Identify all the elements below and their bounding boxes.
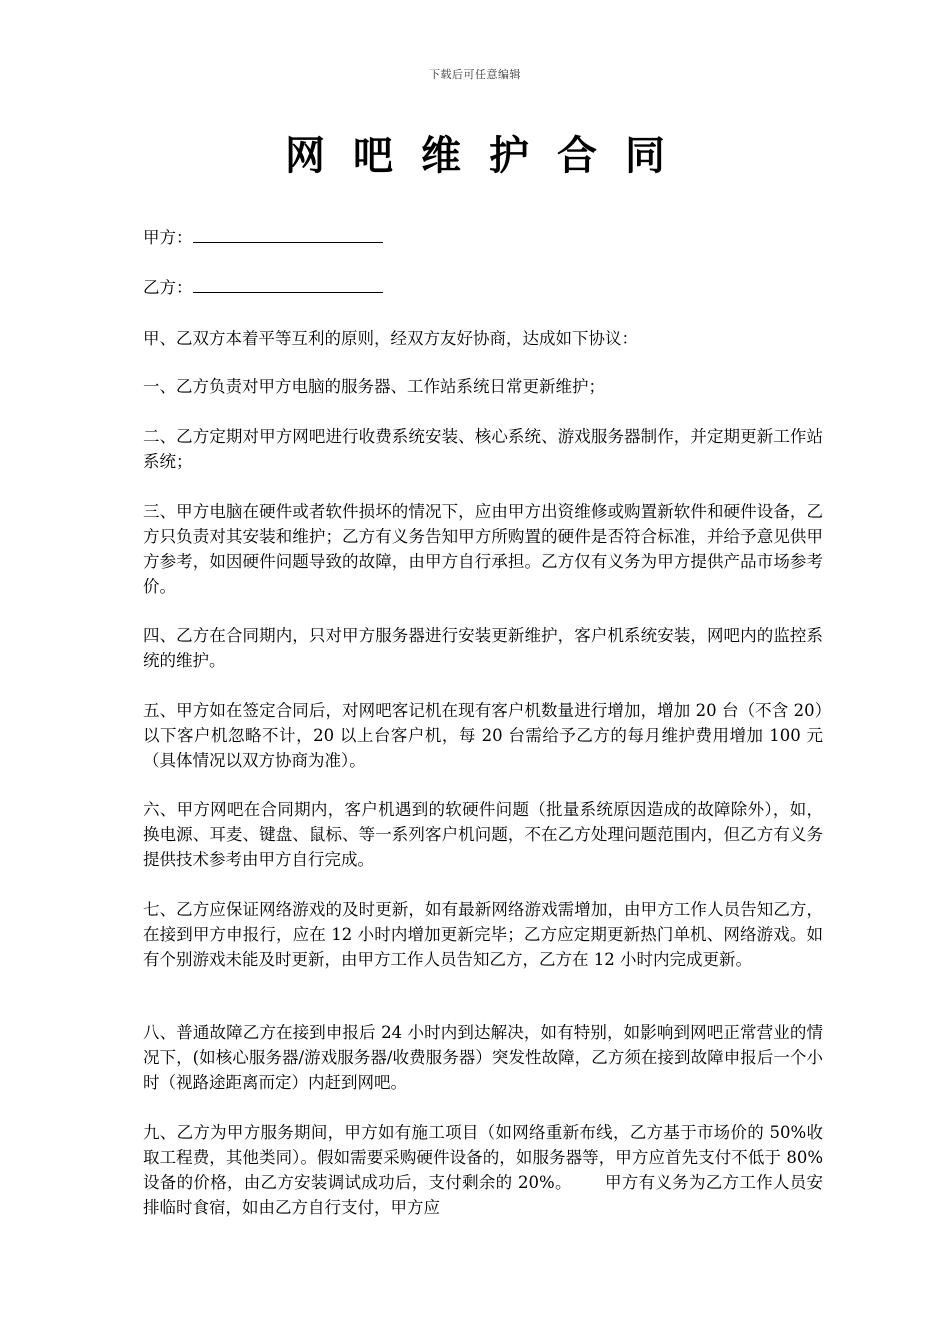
clause-2: 二、乙方定期对甲方网吧进行收费系统安装、核心系统、游戏服务器制作，并定期更新工作站系统； xyxy=(143,427,823,471)
party-a-line xyxy=(143,224,383,251)
intro-paragraph: 甲、乙双方本着平等互利的原则，经双方友好协商，达成如下协议： xyxy=(143,329,638,348)
clause-9: 九、乙方为甲方服务期间，甲方如有施工项目（如网络重新布线，乙方基于市场价的 50%收取工程费，其他类同）。假如需要采购硬件设备的，如服务器等，甲方应首先支付不低于 80%设备的价格，由乙方安装调试成功后，支付剩余的 20%。 甲方有义务为乙方工作人员安排临时食宿，如由乙方自行支付，甲方应 xyxy=(143,1123,823,1217)
clause-5: 五、甲方如在签定合同后，对网吧客记机在现有客户机数量进行增加，增加 20 台（不含 20）以下客户机忽略不计，20 以上台客户机，每 20 台需给予乙方的每月维护费用增加 100 元（具体情况以双方协商为准）。 xyxy=(143,701,823,770)
page-header: 下载后可任意编辑 xyxy=(429,68,521,81)
party-b-line xyxy=(143,274,383,301)
party-b-blank xyxy=(193,274,383,293)
contract-title: 网吧维护合同 xyxy=(285,132,693,179)
party-b-label: 乙方： xyxy=(143,278,193,297)
clause-3: 三、甲方电脑在硬件或者软件损坏的情况下，应由甲方出资维修或购置新软件和硬件设备，乙方只负责对其安装和维护；乙方有义务告知甲方所购置的硬件是否符合标准，并给予意见供甲方参考，如因硬件问题导致的故障，由甲方自行承担。乙方仅有义务为甲方提供产品市场参考价。 xyxy=(143,502,823,596)
clause-4: 四、乙方在合同期内，只对甲方服务器进行安装更新维护，客户机系统安装，网吧内的监控系统的维护。 xyxy=(143,626,823,670)
clause-7: 七、乙方应保证网络游戏的及时更新，如有最新网络游戏需增加，由甲方工作人员告知乙方，在接到甲方申报行，应在 12 小时内增加更新完毕；乙方应定期更新热门单机、网络游戏。如有个别游戏未能及时更新，由甲方工作人员告知乙方，乙方在 12 小时内完成更新。 xyxy=(143,900,823,969)
clause-6: 六、甲方网吧在合同期内，客户机遇到的软硬件问题（批量系统原因造成的故障除外），如，换电源、耳麦、键盘、鼠标、等一系列客户机问题，不在乙方处理问题范围内，但乙方有义务提供技术参考由甲方自行完成。 xyxy=(143,800,823,869)
clause-1: 一、乙方负责对甲方电脑的服务器、工作站系统日常更新维护； xyxy=(143,377,605,396)
party-a-blank xyxy=(193,224,383,243)
clause-8: 八、普通故障乙方在接到申报后 24 小时内到达解决，如有特别，如影响到网吧正常营业的情况下，(如核心服务器/游戏服务器/收费服务器）突发性故障，乙方须在接到故障申报后一个小时（视路途距离而定）内赶到网吧。 xyxy=(143,1023,823,1092)
party-a-label: 甲方： xyxy=(143,228,193,247)
